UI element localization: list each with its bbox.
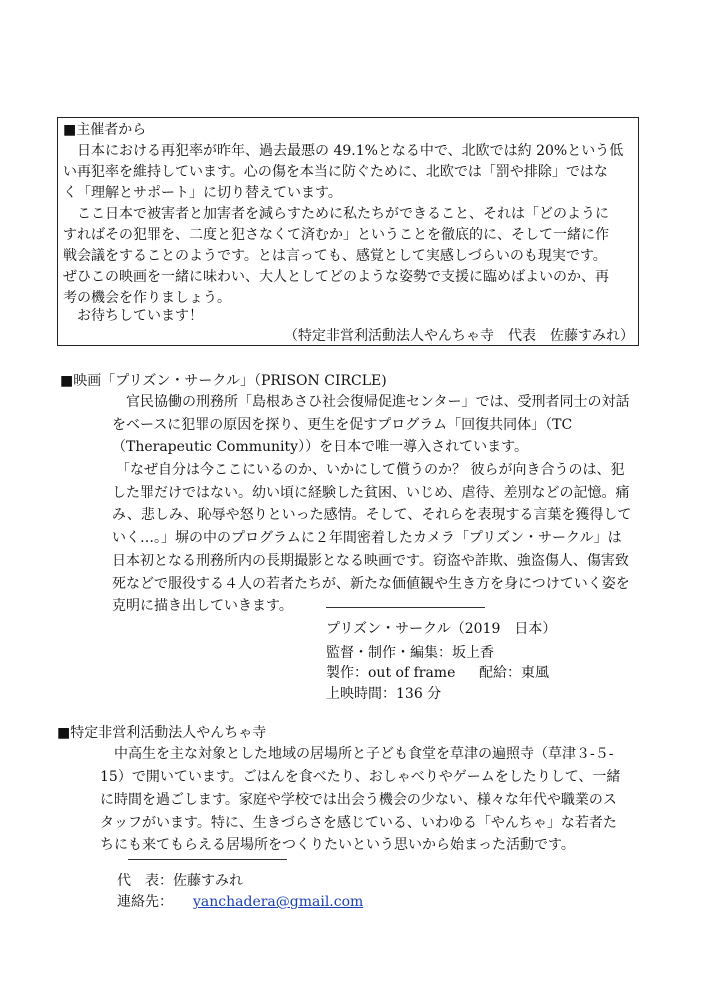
film-info-title: プリズン・サークル（2019 日本） [326, 621, 557, 637]
organizer-heading: ■主催者から [63, 122, 147, 138]
film-line: をベースに犯罪の原因を探り、更生を促すプログラム「回復共同体」（TC [112, 417, 573, 433]
organizer-line: ここ日本で被害者と加害者を減らすために私たちができること、それは「どのように [77, 206, 609, 222]
film-heading: ■映画「プリズン・サークル」（PRISON CIRCLE) [60, 373, 387, 389]
organizer-line: 戦会議をすることのようです。とは言っても、感覚として実感しづらいのも現実です。 [63, 248, 607, 264]
organizer-line: 考の機会を作りましょう。 [63, 290, 231, 306]
film-line: （Therapeutic Community））を日本で唯一導入されています。 [112, 439, 528, 455]
npo-divider [128, 859, 287, 860]
organizer-line: お待ちしています！ [77, 308, 203, 324]
npo-heading: ■特定非営利活動法人やんちゃ寺 [57, 725, 267, 741]
film-line: 克明に描き出していきます。 [112, 598, 293, 614]
organizer-line: 日本における再犯率が昨年、過去最悪の 49.1%となる中で、北欧では約 20%という低 [77, 143, 624, 159]
film-line: 「なぜ自分は今ここにいるのか、いかにして償うのか？ 彼らが向き合うのは、犯 [116, 462, 625, 478]
film-line: 死などで服役する４人の若者たちが、新たな価値観や生き方を身につけていく姿を [112, 576, 630, 592]
film-info-distribution: 配給：東風 [479, 665, 549, 681]
film-line: 日本初となる刑務所内の長期撮影となる映画です。窃盗や詐欺、強盗傷人、傷害致 [112, 553, 629, 569]
film-line: した罪だけではない。幼い頃に経験した貧困、いじめ、虐待、差別などの記憶。痛 [112, 485, 630, 501]
npo-representative: 代 表：佐藤すみれ [117, 873, 243, 889]
npo-email-link[interactable]: yanchadera@gmail.com [193, 894, 364, 910]
film-info-director: 監督・制作・編集：坂上香 [326, 645, 494, 661]
npo-line: タッフがいます。特に、生きづらさを感じている、いわゆる「やんちゃ」な若者た [100, 815, 617, 831]
organizer-line: く「理解とサポート」に切り替えています。 [63, 185, 342, 201]
organizer-line: い再犯率を維持しています。心の傷を本当に防ぐために、北欧では「罰や排除」ではな [63, 164, 608, 180]
film-info-divider [326, 607, 485, 608]
npo-line: 中高生を主な対象とした地域の居場所と子ども食堂を草津の遍照寺（草津３-５- [114, 746, 614, 762]
film-info-runtime: 上映時間：136 分 [326, 686, 442, 702]
organizer-signature: （特定非営利活動法人やんちゃ寺 代表 佐藤すみれ） [284, 328, 634, 344]
npo-contact-label: 連絡先： [117, 894, 173, 910]
organizer-line: すればその犯罪を、二度と犯さなくて済むか」ということを徹底的に、そして一緒に作 [63, 227, 609, 243]
film-info-production: 製作：out of frame [326, 665, 456, 681]
film-line: いく…。」塀の中のプログラムに２年間密着したカメラ「プリズン・サークル」は [112, 530, 622, 546]
film-line: み、悲しみ、恥辱や怒りといった感情。そして、それらを表現する言葉を獲得して [112, 507, 632, 523]
npo-line: 15）で開いています。ごはんを食べたり、おしゃべりやゲームをしたりして、一緒 [100, 769, 621, 785]
npo-line: に時間を過ごします。家庭や学校では出会う機会の少ない、様々な年代や職業のス [100, 792, 617, 808]
film-line: 官民協働の刑務所「島根あさひ社会復帰促進センター」では、受刑者同士の対話 [126, 394, 630, 410]
organizer-line: ぜひこの映画を一緒に味わい、大人としてどのような姿勢で支援に臨めばよいのか、再 [63, 269, 609, 285]
npo-line: ちにも来てもらえる居場所をつくりたいという思いから始まった活動です。 [100, 837, 575, 853]
